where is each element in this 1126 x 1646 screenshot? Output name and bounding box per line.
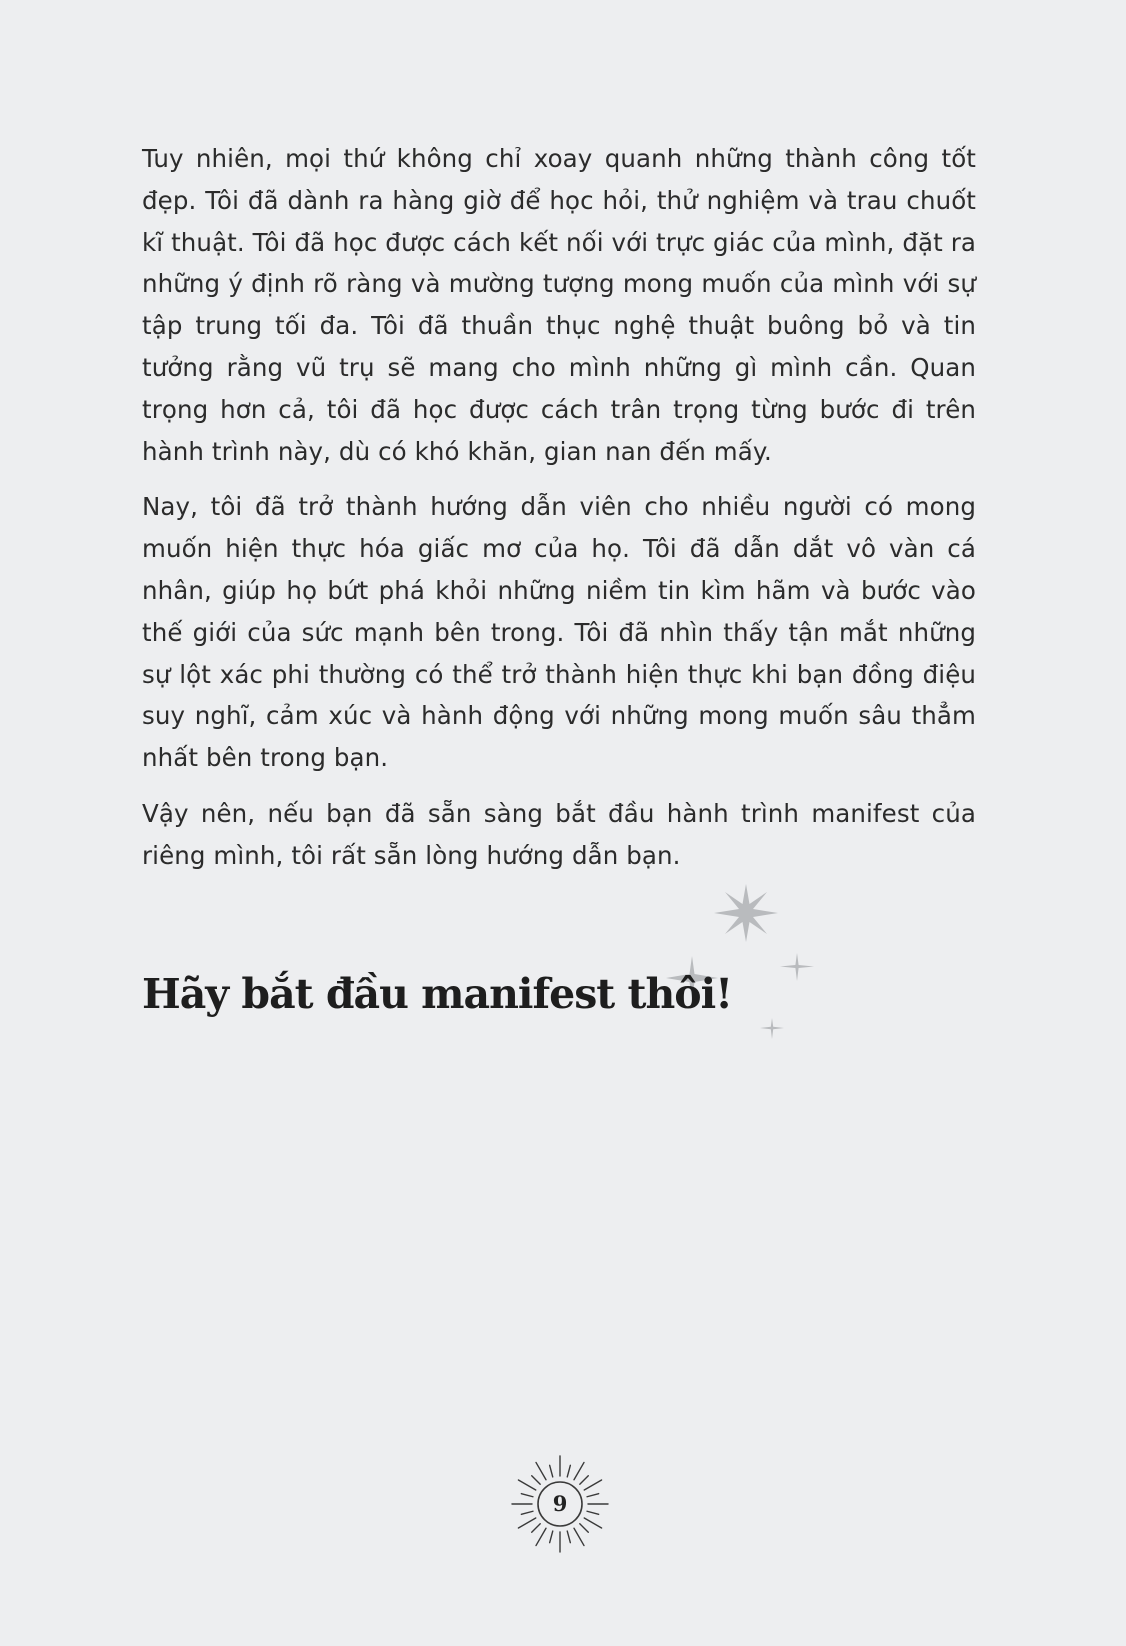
paragraph-2: Nay, tôi đã trở thành hướng dẫn viên cho nhiều người có mong muốn hiện thực hóa giấc mơ của họ. Tôi đã dẫn dắt vô vàn cá nhân, giúp họ bứt phá khỏi những niềm tin kìm hãm và bước vào thế giới của sức mạnh bên trong. Tôi đã nhìn thấy tận mắt những sự lột xác phi thường có thể trở thành hiện thực khi bạn đồng điệu suy nghĩ, cảm xúc và hành động với những mong muốn sâu thẳm nhất bên trong bạn. <box>142 492 976 773</box>
section-heading: Hãy bắt đầu manifest thôi! <box>142 970 733 1018</box>
page-number: 9 <box>552 1491 568 1516</box>
paragraph-3: Vậy nên, nếu bạn đã sẵn sàng bắt đầu hành trình manifest của riêng mình, tôi rất sẵn lòng hướng dẫn bạn. <box>142 798 976 870</box>
sparkle-bottom-icon <box>760 1018 784 1039</box>
sparkle-large-icon <box>714 884 778 942</box>
paragraph-1: Tuy nhiên, mọi thứ không chỉ xoay quanh những thành công tốt đẹp. Tôi đã dành ra hàng giờ để học hỏi, thử nghiệm và trau chuốt kĩ thuật. Tôi đã học được cách kết nối với trực giác của mình, đặt ra những ý định rõ ràng và mường tượng mong muốn của mình với sự tập trung tối đa. Tôi đã thuần thục nghệ thuật buông bỏ và tin tưởng rằng vũ trụ sẽ mang cho mình những gì mình cần. Quan trọng hơn cả, tôi đã học được cách trân trọng từng bước đi trên hành trình này, dù có khó khăn, gian nan đến mấy. <box>142 144 976 466</box>
page-number-badge <box>508 1452 612 1556</box>
sparkle-right-icon <box>780 953 814 981</box>
body-text <box>142 138 976 891</box>
